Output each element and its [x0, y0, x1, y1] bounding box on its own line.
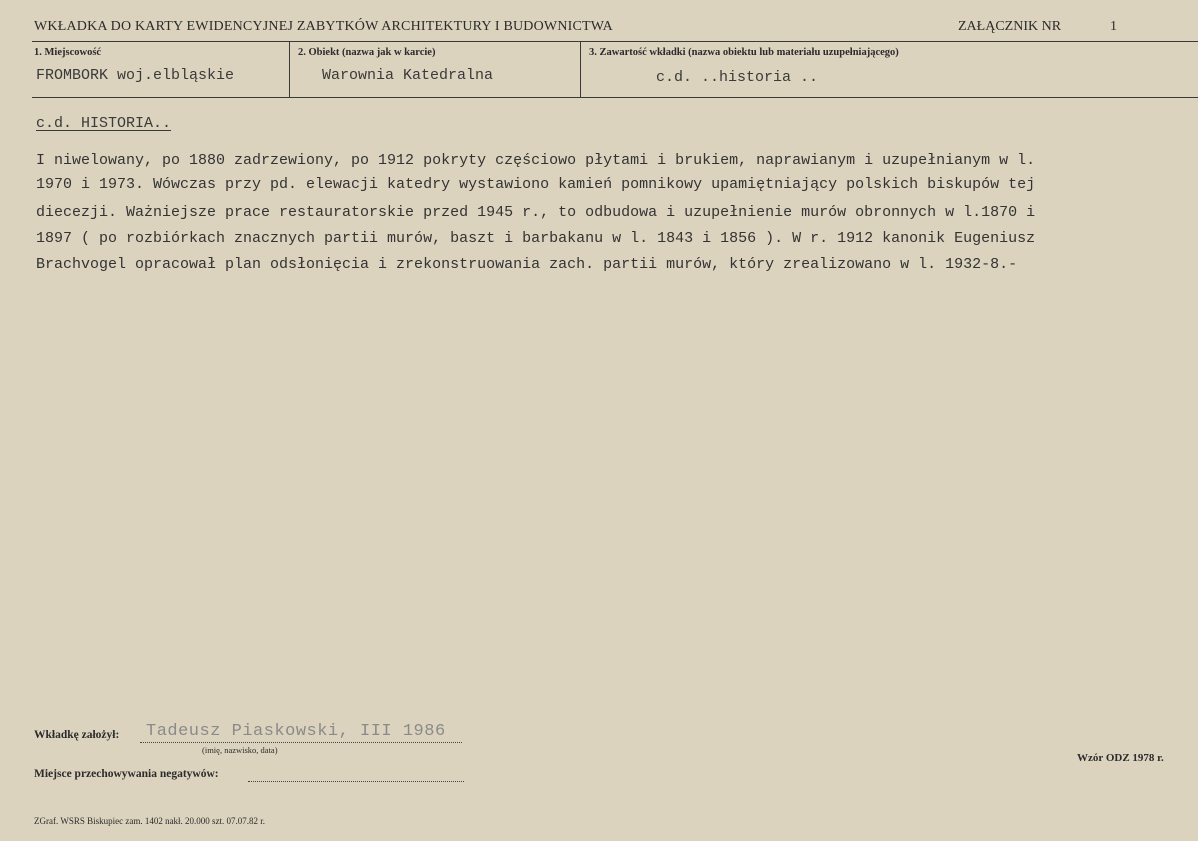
- storage-line: [248, 781, 464, 782]
- created-by-value: Tadeusz Piaskowski, III 1986: [146, 722, 446, 741]
- object-label: 2. Obiekt (nazwa jak w karcie): [298, 47, 436, 58]
- created-by-label: Wkładkę założył:: [34, 729, 120, 741]
- body-line: diecezji. Ważniejsze prace restauratorskie przed 1945 r., to odbudowa i uzupełnienie murów obronnych w l.1870 i: [36, 204, 1036, 221]
- header-divider: [32, 41, 1198, 42]
- annex-label: ZAŁĄCZNIK NR: [958, 19, 1062, 34]
- body-line: 1970 i 1973. Wówczas przy pd. elewacji katedry wystawiono kamień pomnikowy upamiętniający polskich biskupów tej: [36, 176, 1036, 193]
- created-by-line: [140, 742, 462, 743]
- field-divider-1: [289, 42, 290, 97]
- content-value: c.d. ..historia ..: [656, 69, 819, 86]
- content-label: 3. Zawartość wkładki (nazwa obiektu lub materiału uzupełniającego): [589, 47, 899, 58]
- model-label: Wzór ODZ 1978 r.: [1077, 752, 1164, 764]
- section-heading: c.d. HISTORIA..: [36, 115, 172, 132]
- created-by-hint: (imię, nazwisko, data): [202, 745, 278, 755]
- storage-label: Miejsce przechowywania negatywów:: [34, 768, 219, 780]
- locality-value: FROMBORK woj.elbląskie: [36, 67, 235, 84]
- card-title: WKŁADKA DO KARTY EWIDENCYJNEJ ZABYTKÓW ARCHITEKTURY I BUDOWNICTWA: [34, 19, 613, 34]
- fields-divider: [32, 97, 1198, 98]
- body-line: Brachvogel opracował plan odsłonięcia i zrekonstruowania zach. partii murów, który zrealizowano w l. 1932-8.-: [36, 256, 1018, 273]
- locality-label: 1. Miejscowość: [34, 47, 102, 58]
- field-divider-2: [580, 42, 581, 97]
- body-line: 1897 ( po rozbiórkach znacznych partii murów, baszt i barbakanu w l. 1843 i 1856 ). W r. 1912 kanonik Eugeniusz: [36, 230, 1036, 247]
- object-value: Warownia Katedralna: [322, 67, 494, 84]
- body-line: I niwelowany, po 1880 zadrzewiony, po 1912 pokryty częściowo płytami i brukiem, naprawianym i uzupełnianym w l.: [36, 152, 1036, 169]
- print-info: ZGraf. WSRS Biskupiec zam. 1402 nakł. 20.000 szt. 07.07.82 r.: [34, 816, 266, 826]
- annex-number: 1: [1110, 19, 1117, 34]
